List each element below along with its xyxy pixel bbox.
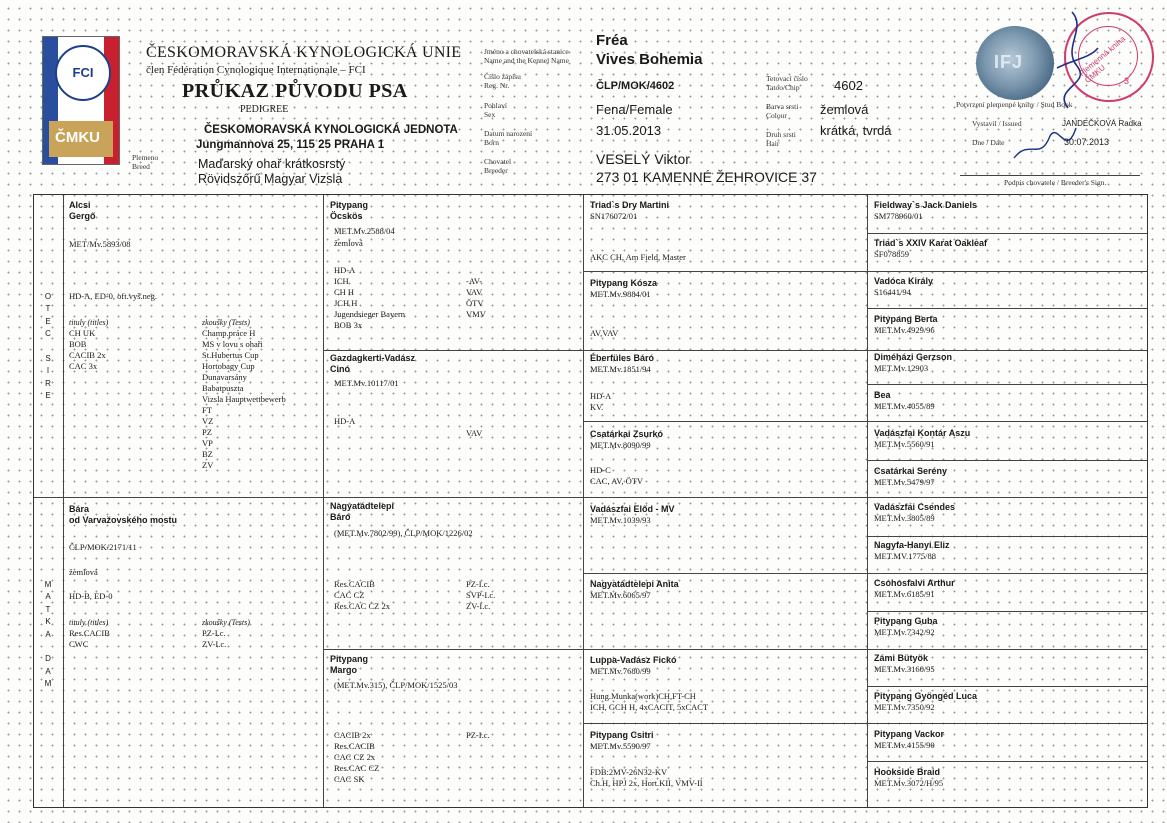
gen4-ancestor: Pitypang Berta MET.Mv.4929/96 [874,314,938,335]
gen4-ancestor: Nagyfa-Hanyi Eliz MET.MV.1775/88 [874,540,950,561]
gen3-extra: Hung.Munka(work)CH,FT-CH ICH, GCH H, 4xCACIT, 5xCACT [590,691,709,712]
breed-cz: Maďarský ohař krátkosrstý [198,157,346,171]
sire-name-1: Alcsi [69,200,91,210]
gen3-ancestor: Pitypang Kósza MET.Mv.9884/01 [590,278,658,299]
ss-colour: žemlová [334,238,363,248]
hair-label-1: Druh srsti [766,130,796,139]
dam-titles: Res.CACIB CWC [69,628,110,649]
breeder-label-2: Breeder [484,166,508,175]
sire-tests: Champ.práce H MS v lovu s ohaři St.Hubertus Cup Hortobagy Cup Dunavarsány Babatpuszta Vizsla Hauptwettbewerb FT VZ PZ VP BZ ZV [202,328,286,470]
gen4-ancestor: Zámi Bütyök MET.Mv.3160/95 [874,653,935,674]
tattoo-label-1: Tetovací číslo [766,74,808,83]
gen4-ancestor: Pitypang Gyöngéd Luca MET.Mv.7350/92 [874,691,978,712]
gen4-ancestor: Triad`s XXIV Karat Oakleaf SF078859 [874,238,988,259]
born-label-2: Born [484,138,499,147]
gen4-ancestor: Diméházi Gerzson MET.Mv.12903 [874,352,953,373]
gen3-extra: HD-A KV. [590,391,612,412]
sex-label-2: Sex [484,110,496,119]
stud-book-stamp-icon: Plemenná kniha ČMKU 3 [1064,12,1154,102]
reg-label-2: Reg. Nr. [484,81,510,90]
sire-reg: MET/Mv.5893/08 [69,239,131,249]
gen3-ancestor: Csatárkai Zsurkó MET.Mv.8090/99 [590,429,664,450]
tattoo-label-2: Tatoo/Chip [766,83,800,92]
ss-reg: MET.Mv.2588/04 [334,226,395,236]
gen3-extra: HD-C CAC, AV, ÖTV [590,465,644,486]
sire-health: HD-A, ED-0, oft.vyš.neg. [69,291,158,301]
sire-side-label: O T E C S I R E [44,292,52,401]
name-label-1: Jméno a chovatelská stanice [484,47,569,56]
ds-achievements: Res.CACIB CAC CZ Res.CAC CZ 2x [334,579,390,611]
born-value: 31.05.2013 [596,123,662,138]
gen3-ancestor: Vadászfai Előd - MV MET.Mv.1039/93 [590,504,675,525]
breeder-sign-line [960,175,1140,176]
ss-name-1: Pitypang [330,200,369,210]
gen3-ancestor: Pitypang Csitri MET.Mv.5590/97 [590,730,654,751]
gen3-extra: FDB:2MV-26N32-KV Ch.H, HPJ 2x, Hort.KII, VMV-II [590,767,703,788]
gen4-ancestor: Vadászfai Csendes MET.Mv.3805/89 [874,502,956,523]
club-name: ČESKOMORAVSKÁ KYNOLOGICKÁ JEDNOTA [204,124,458,136]
gen4-ancestor: Csatárkai Serény MET.Mv.5479/97 [874,466,948,487]
gen4-ancestor: Vadóca Király S16441/94 [874,276,934,297]
gen4-ancestor: Bea MET.Mv.4055/89 [874,390,935,411]
ds-reg: (MET.Mv.7802/99), ČLP/MOK/1226/02 [334,528,473,538]
gen4-ancestor: Csohosfalvi Arthur MET.Mv.6185/91 [874,578,955,599]
reg-label-1: Číslo zápisu [484,72,521,81]
sire-titles: CH UK BOB CACIB 2x CAC 3x [69,328,106,371]
stud-book-seal-icon: IFJ [976,26,1054,100]
gen4-ancestor: Vadászfai Kontár Aszu MET.Mv.5560/91 [874,428,971,449]
stud-book-confirm-label: Potvrzení plemenné knihy / Stud Book [956,100,1073,109]
reg-number: ČLP/MOK/4602 [596,80,675,92]
breeder-name: VESELÝ Viktor [596,151,690,167]
dam-health: HD-B, ED-0 [69,591,113,601]
sex-value: Fena/Female [596,102,673,117]
sire-tests-label: zkoušky (Tests) [202,318,250,327]
colour-value: žemlová [820,102,869,117]
dd-reg: (MET.Mv.315), ČLP/MOK/1525/03 [334,680,458,690]
dam-name-1: Bára [69,504,90,514]
issued-label: Vystavil / Issued [972,119,1022,128]
breed-label-en: Breed [132,162,150,171]
sd-tests: VAV [466,428,483,438]
pedigree-table [33,194,1148,808]
breed-hu: Rövidszőrű Magyar Vizsla [198,172,343,186]
colour-label-1: Barva srsti [766,102,799,111]
dam-tests: PZ-I.c. ZV-I.c. [202,628,227,649]
gen3-ancestor: Éberfüles Báró MET.Mv.1851/94 [590,353,655,374]
gen3-ancestor: Luppa-Vadász Fickó MET.Mv.7680/99 [590,655,677,676]
hair-value: krátká, tvrdá [820,123,892,138]
ss-name-2: Öcskös [330,211,363,221]
gen4-ancestor: Pitypang Vackor MET.Mv.4155/90 [874,729,945,750]
name-label-2: Name and the Kennel Name [484,56,569,65]
date-value: 30.07.2013 [1064,137,1110,147]
doc-title: PRŮKAZ PŮVODU PSA [182,80,408,102]
dog-name: Fréa [596,32,628,49]
tattoo-value: 4602 [834,78,863,93]
sd-reg: MET.Mv.10117/01 [334,378,399,388]
kennel-name: Vives Bohemia [596,51,703,68]
ds-name-2: Báró [330,512,351,522]
dam-titles-label: tituly (titles) [69,618,109,627]
dam-tests-label: zkoušky (Tests) [202,618,250,627]
fci-logo-icon: FCI [55,45,111,101]
sex-label-1: Pohlaví [484,101,507,110]
breeder-label-1: Chovatel [484,157,512,166]
issued-value: JANDEČKOVÁ Radka [1062,119,1142,128]
hair-label-2: Hair [766,139,780,148]
breed-label-cz: Plemeno [132,153,159,162]
gen3-ancestor: Triad`s Dry Martini SN176072/01 [590,200,670,221]
club-address: Jungmannova 25, 115 25 PRAHA 1 [196,139,385,151]
gen4-ancestor: Pitypang Guba MET.Mv.7342/92 [874,616,938,637]
cmku-logo-icon: ČMKU [49,121,113,157]
colour-label-2: Colour [766,111,787,120]
dam-side-label: M A T K A D A M [44,580,52,689]
gen4-ancestor: Fieldway`s Jack Daniels SM778960/01 [874,200,978,221]
dd-tests: PZ-I.c. [466,730,490,740]
ss-tests: -AV- VAV ÖTV VMV [466,276,486,319]
dd-name-1: Pitypang [330,654,369,664]
sd-health: HD-A [334,416,356,426]
dam-reg: ČLP/MOK/2171/11 [69,542,137,552]
gen3-extra: AKC CH, Am Field, Master [590,252,686,262]
breeder-sign-label: Podpis chovatele / Breeder's Sign. [1004,178,1107,187]
gen4-ancestor: Hookside Braid MET.Mv.3072/H/95 [874,767,944,788]
breeder-address: 273 01 KAMENNÉ ŽEHROVICE 37 [596,169,817,185]
dam-name-2: od Varvažovského mostu [69,515,178,525]
sire-name-2: Gergő [69,211,96,221]
dam-colour: žemlová [69,567,98,577]
born-label-1: Datum narození [484,129,533,138]
gen3-ancestor: Nagyatádtelepi Anita MET.Mv.6065/97 [590,579,679,600]
org-name: ČESKOMORAVSKÁ KYNOLOGICKÁ UNIE [146,44,462,61]
sd-name-1: Gazdagkerti-Vadász [330,353,416,363]
ds-tests: PZ-I.c. SVP-I.c. ZV-I.c. [466,579,496,611]
date-label: Dne / Date [972,138,1005,147]
sd-name-2: Cinó [330,364,350,374]
org-member: člen Fédération Cynologique Internationale – FCI [146,64,366,76]
ds-name-1: Nagyatádtelepi [330,501,395,511]
sire-titles-label: tituly (titles) [69,318,109,327]
ss-achievements: HD-A ICH CH H JCH H Jugendsieger Bayern BOB 3x [334,265,406,330]
gen3-extra: AV,VAV [590,328,619,338]
dd-achievements: CACIB 2x Res.CACIB CAC CZ 2x Res.CAC CZ CAC SK [334,730,380,784]
fci-cmku-logo [42,36,120,165]
doc-subtitle: PEDIGREE [240,104,289,115]
dd-name-2: Margo [330,665,357,675]
